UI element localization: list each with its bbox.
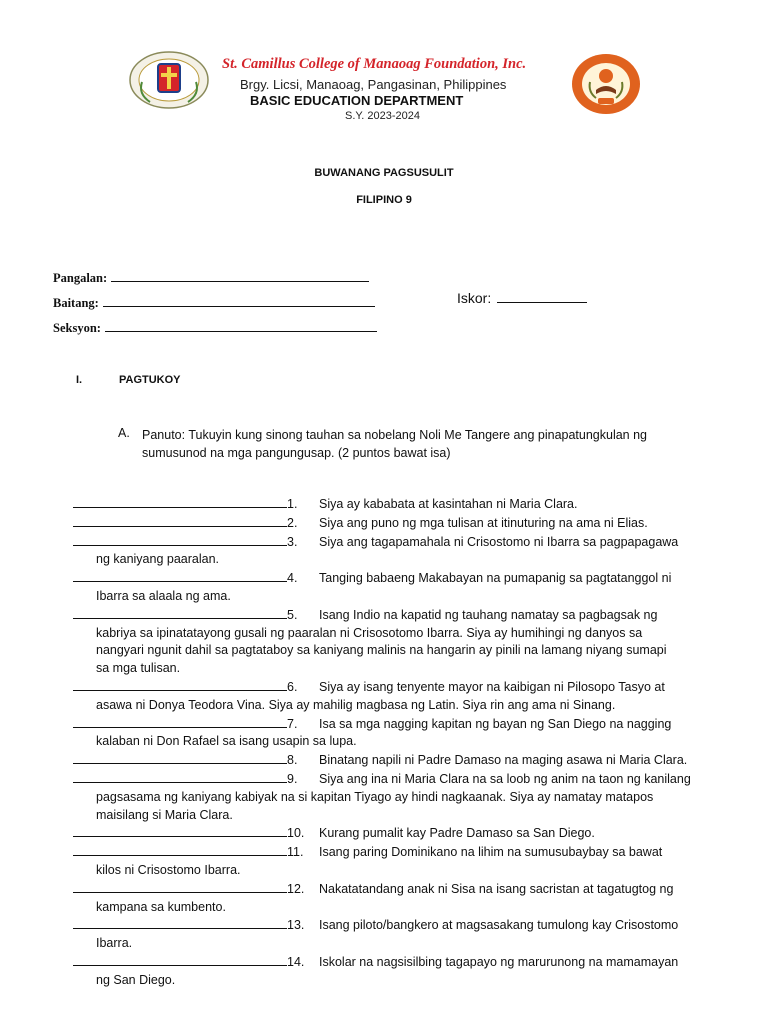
answer-blank[interactable] [73, 751, 287, 764]
question-number: 10. [287, 826, 305, 841]
question-number: 14. [287, 954, 305, 969]
question-text: Isang Indio na kapatid ng tauhang namatay sa pagbagsak ng [319, 607, 658, 622]
question-text: Nakatatandang anak ni Sisa na isang sacristan at tagatugtog ng [319, 881, 674, 896]
grade-blank-line[interactable] [103, 296, 375, 307]
question-text-continued: nangyari ngunit dahil sa pagtataboy sa kaniyang malinis na hangarin ay pinili na lamang niyang sumapi [96, 643, 667, 658]
answer-blank[interactable] [73, 824, 287, 837]
grade-label: Baitang: [53, 296, 99, 310]
question-text-continued: Ibarra. [96, 936, 133, 951]
question-number: 5. [287, 607, 298, 622]
answer-blank[interactable] [73, 843, 287, 856]
question-item [73, 916, 728, 953]
question-item [73, 495, 728, 514]
question-text: Isa sa mga nagging kapitan ng bayan ng San Diego na nagging [319, 716, 672, 731]
question-text: Kurang pumalit kay Padre Damaso sa San Diego. [319, 826, 595, 841]
question-text-continued: kilos ni Crisostomo Ibarra. [96, 862, 241, 877]
answer-blank[interactable] [73, 715, 287, 728]
question-text-continued: pagsasama ng kaniyang kabiyak na si kapitan Tiyago ay hindi nagkaanak. Siya ay namatay matapos [96, 789, 654, 804]
grade-field[interactable] [53, 296, 375, 311]
question-text-continued: kalaban ni Don Rafael sa isang usapin sa lupa. [96, 734, 357, 749]
question-number: 11. [287, 845, 304, 860]
instruction-text: Panuto: Tukuyin kung sinong tauhan sa nobelang Noli Me Tangere ang pinapatungkulan ng sumusunod na mga pangungusap. (2 puntos bawat isa) [142, 428, 648, 460]
question-text: Isang piloto/bangkero at magsasakang tumulong kay Crisostomo [319, 918, 679, 933]
question-text: Siya ang ina ni Maria Clara na sa loob ng anim na taon ng kanilang [319, 771, 691, 786]
question-text: Siya ang puno ng mga tulisan at itinuturing na ama ni Elias. [319, 515, 648, 530]
answer-blank[interactable] [73, 533, 287, 546]
question-item [73, 751, 728, 770]
question-item [73, 678, 728, 715]
answer-blank[interactable] [73, 678, 287, 691]
answer-blank[interactable] [73, 495, 287, 508]
question-text-continued: sa mga tulisan. [96, 661, 181, 676]
school-address: Brgy. Licsi, Manaoag, Pangasinan, Philippines [240, 77, 507, 92]
question-number: 1. [287, 497, 298, 511]
subject-title: FILIPINO 9 [356, 194, 412, 206]
answer-blank[interactable] [73, 606, 287, 619]
question-number: 6. [287, 679, 298, 694]
section-label: Seksyon: [53, 321, 101, 335]
question-number: 9. [287, 771, 298, 786]
answer-blank[interactable] [73, 953, 287, 966]
answer-blank[interactable] [73, 880, 287, 893]
department-seal-logo [570, 52, 642, 116]
question-number: 7. [287, 716, 298, 731]
question-text: Iskolar na nagsisilbing tagapayo ng marurunong na mamamayan [319, 954, 679, 969]
section-number: I. [76, 374, 83, 386]
question-item [73, 533, 728, 570]
question-number: 2. [287, 515, 298, 530]
question-text: Siya ay isang tenyente mayor na kaibigan ni Pilosopo Tasyo at [319, 679, 665, 694]
question-item [73, 606, 728, 678]
question-text: Siya ang tagapamahala ni Crisostomo ni Ibarra sa pagpapagawa [319, 534, 679, 549]
name-field[interactable] [53, 271, 369, 286]
score-field[interactable] [457, 290, 587, 306]
question-item [73, 569, 728, 606]
question-item [73, 824, 728, 843]
answer-blank[interactable] [73, 569, 287, 582]
question-text: Isang paring Dominikano na lihim na sumusubaybay sa bawat [319, 845, 663, 860]
question-text: Tanging babaeng Makabayan na pumapanig sa pagtatanggol ni [319, 571, 672, 586]
department-name: BASIC EDUCATION DEPARTMENT [250, 93, 464, 108]
question-item [73, 715, 728, 752]
answer-blank[interactable] [73, 916, 287, 929]
name-blank-line[interactable] [111, 271, 369, 282]
school-year: S.Y. 2023-2024 [345, 110, 421, 122]
question-list [73, 495, 728, 990]
question-item [73, 880, 728, 917]
exam-title: BUWANANG PAGSUSULIT [314, 167, 454, 179]
question-text-continued: maisilang si Maria Clara. [96, 807, 233, 822]
question-item [73, 770, 728, 824]
question-item [73, 953, 728, 990]
section-blank-line[interactable] [105, 321, 377, 332]
question-text-continued: kabriya sa ipinatatayong gusali ng paaralan ni Crisosotomo Ibarra. Siya ay humihingi ng danyos sa [96, 625, 643, 640]
score-label: Iskor: [457, 290, 492, 306]
question-number: 12. [287, 881, 305, 896]
question-item [73, 843, 728, 880]
instruction-letter: A. [118, 426, 130, 440]
school-seal-logo [128, 50, 210, 110]
score-blank-line[interactable] [497, 290, 587, 303]
question-text-continued: ng kaniyang paaralan. [96, 552, 220, 567]
question-item [73, 514, 728, 533]
answer-blank[interactable] [73, 514, 287, 527]
question-number: 4. [287, 571, 298, 586]
section-field[interactable] [53, 321, 377, 336]
section-title: PAGTUKOY [119, 374, 181, 386]
question-number: 13. [287, 918, 305, 933]
question-number: 8. [287, 753, 298, 768]
question-number: 3. [287, 534, 298, 549]
question-text: Siya ay kababata at kasintahan ni Maria Clara. [319, 497, 578, 511]
name-label: Pangalan: [53, 271, 108, 285]
question-text-continued: Ibarra sa alaala ng ama. [96, 588, 231, 603]
question-text-continued: ng San Diego. [96, 972, 176, 987]
question-text: Binatang napili ni Padre Damaso na maging asawa ni Maria Clara. [319, 753, 688, 768]
school-name: St. Camillus College of Manaoag Foundation, Inc. [222, 56, 527, 72]
question-text-continued: asawa ni Donya Teodora Vina. Siya ay mahilig magbasa ng Latin. Siya rin ang ama ni Sinang. [96, 697, 616, 712]
answer-blank[interactable] [73, 770, 287, 783]
question-text-continued: kampana sa kumbento. [96, 899, 226, 914]
